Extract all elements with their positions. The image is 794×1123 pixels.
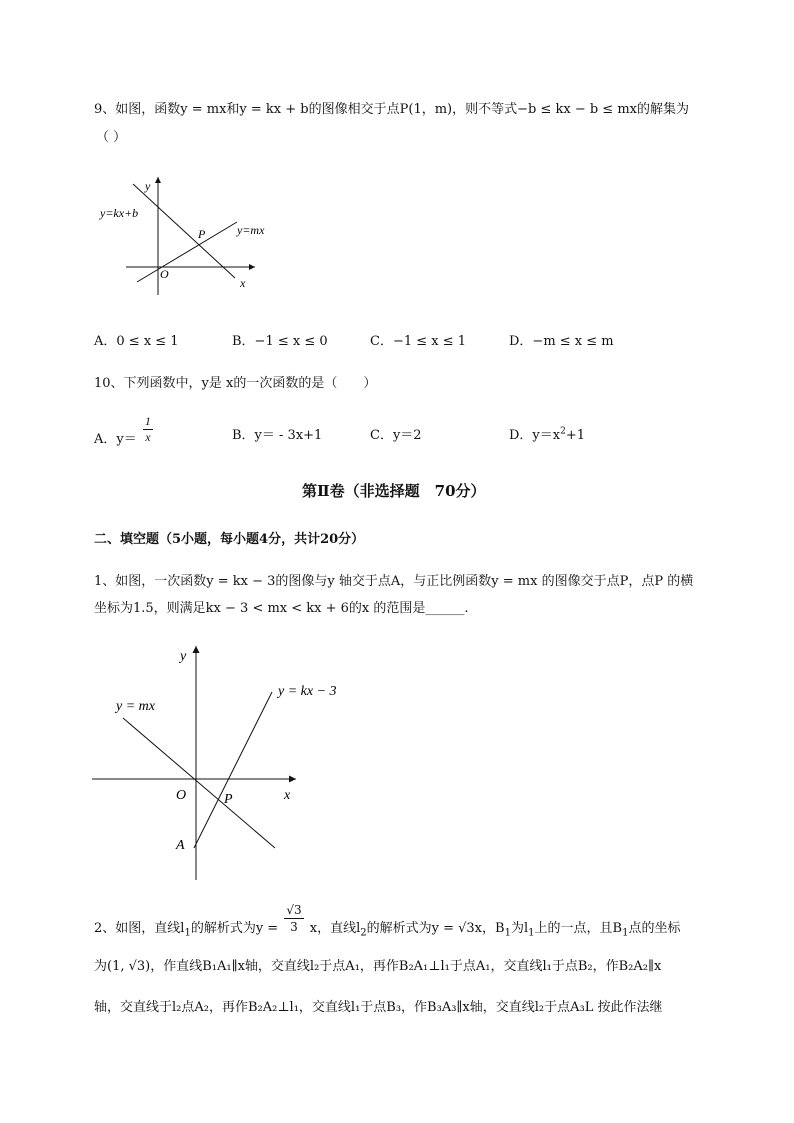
f1-line2: 坐标为1.5，则满足kx − 3 < mx < kx + 6的x 的范围是______. <box>94 601 469 616</box>
q10-option-d[interactable] <box>509 424 585 443</box>
f2-p4-sub: 1 <box>504 927 511 939</box>
q10-d-prefix: D．y＝x <box>509 428 561 443</box>
f2-p5-sub: 1 <box>528 927 535 939</box>
f1-label-line1: y = kx − 3 <box>278 684 337 699</box>
f2-p7: 点的坐标 <box>628 921 681 936</box>
q9-blank: （ ） <box>96 130 127 145</box>
q9-line1: 9、如图，函数y = mx和y = kx + b的图像相交于点P(1，m)，则不等式−b ≤ kx − b ≤ mx的解集为 <box>94 102 689 117</box>
q10-option-c[interactable]: C．y＝2 <box>370 428 422 443</box>
f1-label-o: O <box>176 788 187 803</box>
f2-p4: 的解析式为y = √3x，B <box>366 921 505 936</box>
q9-option-d[interactable]: D．−m ≤ x ≤ m <box>509 334 614 349</box>
f1-line1: 1、如图，一次函数y = kx − 3的图像与y 轴交于点A，与正比例函数y = mx 的图像交于点P，点P 的横 <box>94 574 694 589</box>
q9-graph <box>95 172 285 302</box>
q9-option-c[interactable]: C．−1 ≤ x ≤ 1 <box>370 334 467 349</box>
f2-line1 <box>94 902 680 944</box>
f1-label-line2: y = mx <box>116 699 155 714</box>
f2-p1: 2、如图，直线l <box>94 921 185 936</box>
q9-label-line2: y=mx <box>237 223 265 237</box>
q10-option-a[interactable] <box>94 412 153 448</box>
q10-a-prefix: A．y＝ <box>94 432 137 447</box>
q10-a-denominator: x <box>145 430 151 444</box>
q9-label-y: y <box>145 179 151 193</box>
f2-p3: x，直线l <box>309 921 361 936</box>
q10-a-numerator: 1 <box>144 414 151 428</box>
f2-line3: 轴，交直线于l₂点A₂，再作B₂A₂⊥l₁，交直线l₁于点B₃，作B₃A₃∥x轴，交直线l₂于点A₃L 按此作法继 <box>94 1000 663 1015</box>
section2-title: 第Ⅱ卷（非选择题 70分） <box>302 482 486 500</box>
f1-line-kx3 <box>194 692 272 848</box>
f1-line-mx <box>123 718 275 848</box>
f2-p3-sub: 2 <box>360 927 367 939</box>
q9-option-b[interactable]: B．−1 ≤ x ≤ 0 <box>232 334 328 349</box>
q9-label-p: P <box>198 227 206 241</box>
q9-label-line1: y=kx+b <box>100 206 139 220</box>
q10-d-suffix: +1 <box>565 428 586 443</box>
f1-graph <box>90 640 350 885</box>
f2-p2: 的解析式为y = <box>190 921 279 936</box>
q9-option-a[interactable]: A．0 ≤ x ≤ 1 <box>94 334 179 349</box>
f2-p6: 上的一点，且B <box>534 921 623 936</box>
q10-d-sup: 2 <box>560 426 566 437</box>
f2-p5: 为l <box>510 921 529 936</box>
q10-option-b[interactable]: B．y＝ - 3x+1 <box>232 428 323 443</box>
q9-label-x: x <box>240 276 246 290</box>
f1-label-a: A <box>176 838 185 853</box>
f1-label-y: y <box>180 649 187 664</box>
section2-heading: 二、填空题（5小题，每小题4分，共计20分） <box>94 532 365 547</box>
f2-p6-sub: 1 <box>622 927 629 939</box>
q9-line-kxb <box>133 184 235 278</box>
f1-label-x: x <box>284 788 291 803</box>
q9-label-o: O <box>160 267 169 281</box>
f1-label-p: P <box>224 792 233 807</box>
f2-frac-den: 3 <box>290 920 298 934</box>
f2-p1-sub: 1 <box>184 927 191 939</box>
q9-line-mx <box>137 222 237 282</box>
f2-line2: 为(1, √3)，作直线B₁A₁∥x轴，交直线l₂于点A₁，再作B₂A₁⊥l₁于点A₁，交直线l₁于点B₂，作B₂A₂∥x <box>94 959 662 974</box>
f2-frac-num: √3 <box>286 903 302 917</box>
q10-stem: 10、下列函数中，y是 x的一次函数的是（ ） <box>94 376 377 391</box>
